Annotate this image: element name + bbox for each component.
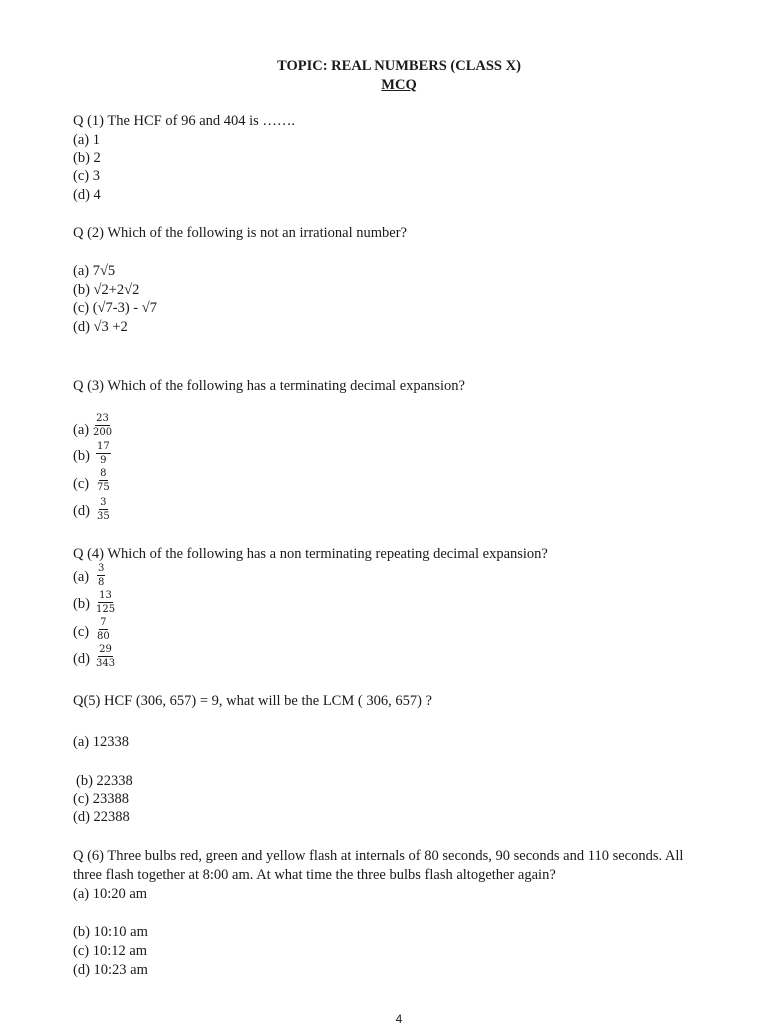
q5-question: Q(5) HCF (306, 657) = 9, what will be the LCM ( 306, 657) ? xyxy=(73,693,432,709)
q3-option-d-label: (d) xyxy=(73,503,90,519)
q3-option-a-fraction xyxy=(93,413,112,438)
q2-option-b: (b) √2+2√2 xyxy=(73,282,140,298)
page-number: 4 xyxy=(395,1012,403,1026)
denominator: 80 xyxy=(97,631,110,642)
q1-option-b: (b) 2 xyxy=(73,150,101,166)
q4-option-a-label: (a) xyxy=(73,569,90,585)
q5-option-c: (c) 23388 xyxy=(73,791,129,807)
numerator: 13 xyxy=(99,590,112,601)
q6-question-line2: three flash together at 8:00 am. At what time the three bulbs flash altogether again? xyxy=(73,867,556,883)
q4-option-c-label: (c) xyxy=(73,624,90,640)
q2-option-a: (a) 7√5 xyxy=(73,263,116,279)
q4-option-d-label: (d) xyxy=(73,651,90,667)
numerator: 17 xyxy=(97,441,110,452)
q3-option-b-fraction xyxy=(96,441,111,466)
q6-option-a: (a) 10:20 am xyxy=(73,886,148,902)
denominator: 35 xyxy=(97,511,110,522)
numerator: 3 xyxy=(98,563,105,574)
q2-question: Q (2) Which of the following is not an irrational number? xyxy=(73,225,407,241)
q5-option-b: (b) 22338 xyxy=(76,773,133,789)
q4-option-d-fraction xyxy=(96,644,115,669)
denominator: 75 xyxy=(97,482,110,493)
numerator: 8 xyxy=(100,468,107,479)
q5-option-d: (d) 22388 xyxy=(73,809,130,825)
q3-option-d-fraction xyxy=(97,497,110,522)
q6-option-b: (b) 10:10 am xyxy=(73,924,148,940)
q6-option-c: (c) 10:12 am xyxy=(73,943,148,959)
denominator: 8 xyxy=(98,577,105,588)
q1-option-d: (d) 4 xyxy=(73,187,101,203)
q3-option-b-label: (b) xyxy=(73,448,90,464)
numerator: 3 xyxy=(100,497,107,508)
numerator: 23 xyxy=(96,413,109,424)
q3-option-c-label: (c) xyxy=(73,476,90,492)
q1-option-a: (a) 1 xyxy=(73,132,100,148)
q3-question: Q (3) Which of the following has a terminating decimal expansion? xyxy=(73,378,465,394)
q4-option-a-fraction xyxy=(97,563,105,588)
numerator: 29 xyxy=(99,644,112,655)
denominator: 200 xyxy=(93,427,113,438)
q4-option-b-label: (b) xyxy=(73,596,90,612)
page-title: TOPIC: REAL NUMBERS (CLASS X) xyxy=(277,58,521,74)
q1-question: Q (1) The HCF of 96 and 404 is ……. xyxy=(73,113,296,129)
q1-option-c: (c) 3 xyxy=(73,168,100,184)
q3-option-c-fraction xyxy=(97,468,110,493)
denominator: 343 xyxy=(96,658,116,669)
q5-option-a: (a) 12338 xyxy=(73,734,129,750)
page-subtitle: MCQ xyxy=(381,77,417,93)
q3-option-a-label: (a) xyxy=(73,422,90,438)
numerator: 7 xyxy=(100,617,107,628)
q2-option-c: (c) (√7-3) - √7 xyxy=(73,300,157,316)
denominator: 125 xyxy=(96,604,116,615)
q6-option-d: (d) 10:23 am xyxy=(73,962,148,978)
denominator: 9 xyxy=(100,455,107,466)
q2-option-d: (d) √3 +2 xyxy=(73,319,128,335)
q4-option-c-fraction xyxy=(97,617,110,642)
q4-option-b-fraction xyxy=(96,590,115,615)
q4-question: Q (4) Which of the following has a non terminating repeating decimal expansion? xyxy=(73,546,548,562)
q6-question-line1: Q (6) Three bulbs red, green and yellow flash at internals of 80 seconds, 90 seconds and 110 seconds. All xyxy=(73,848,684,864)
